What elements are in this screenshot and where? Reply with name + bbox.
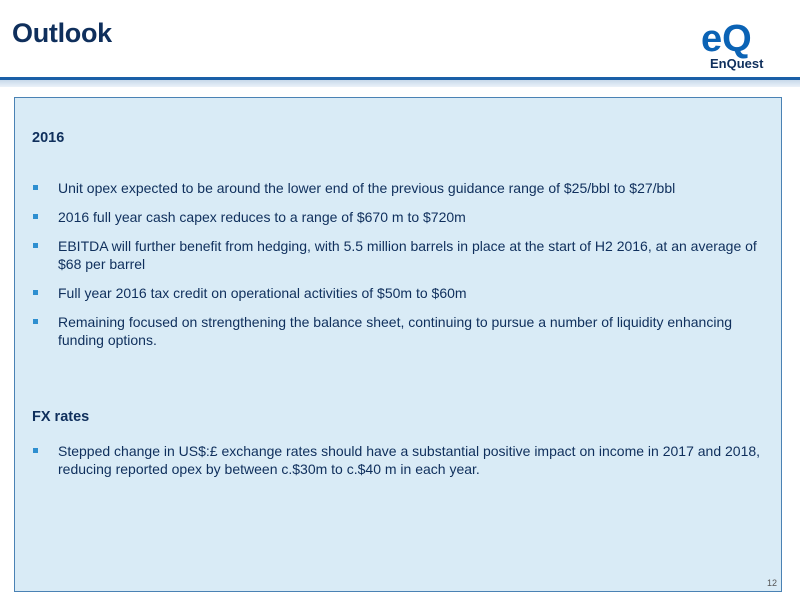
square-bullet-icon xyxy=(33,185,38,190)
page-number: 12 xyxy=(766,578,777,588)
logo-mark-text: eQ xyxy=(701,18,752,60)
section-heading-2016: 2016 xyxy=(32,130,65,146)
list-item xyxy=(32,313,770,349)
section-heading-fx-rates: FX rates xyxy=(32,409,90,425)
eq-logo-mark xyxy=(701,18,752,60)
enquest-logo xyxy=(700,16,774,72)
slide-title: Outlook xyxy=(12,18,112,48)
square-bullet-icon xyxy=(33,214,38,219)
list-item xyxy=(32,179,770,197)
list-item xyxy=(32,442,770,478)
bullet-list-fx-rates xyxy=(32,442,770,489)
bullet-list-2016 xyxy=(32,179,770,360)
bullet-text: Remaining focused on strengthening the balance sheet, continuing to pursue a number of liquidity enhancing funding options. xyxy=(58,314,733,348)
square-bullet-icon xyxy=(33,448,38,453)
list-item xyxy=(32,284,770,302)
bullet-text: EBITDA will further benefit from hedging, with 5.5 million barrels in place at the start of H2 2016, at an average of $68 per barrel xyxy=(58,238,757,272)
square-bullet-icon xyxy=(33,243,38,248)
bullet-text: Unit opex expected to be around the lower end of the previous guidance range of $25/bbl to $27/bbl xyxy=(58,180,676,196)
list-item xyxy=(32,237,770,273)
content-panel xyxy=(14,97,782,592)
logo-wordmark: EnQuest xyxy=(710,56,764,71)
bullet-text: Stepped change in US$:£ exchange rates should have a substantial positive impact on income in 2017 and 2018, reducing reported opex by between c.$30m to c.$40 m in each year. xyxy=(58,443,761,477)
square-bullet-icon xyxy=(33,290,38,295)
list-item xyxy=(32,208,770,226)
bullet-text: Full year 2016 tax credit on operational activities of $50m to $60m xyxy=(58,285,467,301)
bullet-text: 2016 full year cash capex reduces to a range of $670 m to $720m xyxy=(58,209,466,225)
header-divider xyxy=(0,77,800,87)
square-bullet-icon xyxy=(33,319,38,324)
